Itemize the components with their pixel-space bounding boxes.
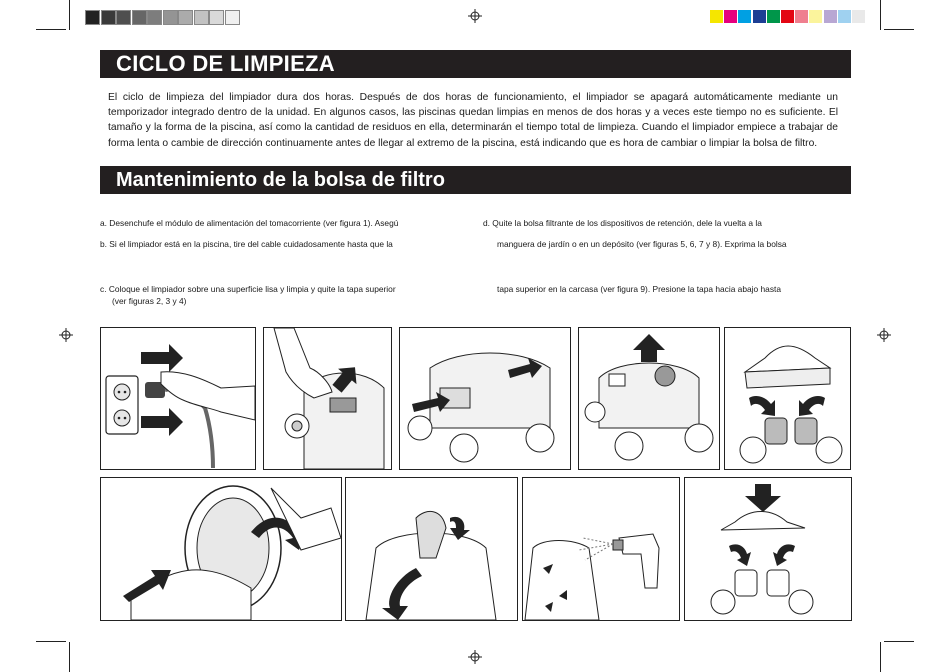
gray-swatch: [209, 10, 224, 25]
gray-swatch: [101, 10, 116, 25]
gray-swatch: [132, 10, 147, 25]
filter-bag-maintenance-header: [100, 166, 851, 194]
step-c: c. Coloque el limpiador sobre una superficie lisa y limpia y quite la tapa superior: [100, 284, 396, 294]
figure-8-hose-rinse: [522, 477, 680, 621]
color-swatch: [795, 10, 808, 23]
power-plug-icon: [101, 328, 255, 469]
crop-mark-bottom-left-h: [36, 641, 66, 642]
color-swatch: [781, 10, 794, 23]
spray-nozzle-icon: [523, 478, 679, 620]
hand-icon: [264, 328, 391, 469]
cleaning-cycle-paragraph: El ciclo de limpieza del limpiador dura dos horas. Después de dos horas de funcionamiento, el limpiador se apagará automáticamente mediante un temporizador integrado dentro de la unidad. En algunos casos, las piscinas quedan limpias en menos de dos horas y a veces este tiempo no es suficiente. El tamaño y la forma de la piscina, así como la cantidad de residuos en ella, determinarán el tiempo total de limpieza. Cuando el limpiador empiece a trabajar de forma lenta o cambie de dirección continuamente antes de llegar al extremo de la piscina, está indicando que es hora de cambiar o limpiar la bolsa de filtro.: [108, 92, 838, 149]
step-a: a. Desenchufe el módulo de alimentación del tomacorriente (ver figura 1). Asegú: [100, 218, 399, 228]
crop-mark-bottom-right-h: [884, 641, 914, 642]
color-swatch: [852, 10, 865, 23]
crop-mark-top-right-v: [880, 0, 881, 30]
color-swatch: [824, 10, 837, 23]
step-d: d. Quite la bolsa filtrante de los dispositivos de retención, dele la vuelta a la: [483, 218, 762, 228]
cleaning-cycle-header: [100, 50, 851, 78]
step-c-continued: (ver figuras 2, 3 y 4): [112, 296, 187, 306]
gray-swatch: [116, 10, 131, 25]
crop-mark-bottom-right-v: [880, 642, 881, 672]
figure-7-turn-inside-out: [345, 477, 518, 621]
gray-swatch: [85, 10, 100, 25]
color-swatch: [809, 10, 822, 23]
figure-5-remove-bag: [724, 327, 851, 470]
color-swatch: [767, 10, 780, 23]
color-swatch: [710, 10, 723, 23]
step-b: b. Si el limpiador está en la piscina, tire del cable cuidadosamente hasta que la: [100, 239, 393, 249]
crop-mark-top-left-v: [69, 0, 70, 30]
filter-bag-icon: [725, 328, 850, 469]
gray-swatch: [163, 10, 178, 25]
cleaner-icon: [400, 328, 570, 469]
figure-2-lift-cleaner: [263, 327, 392, 470]
color-swatch: [738, 10, 751, 23]
color-swatch: [724, 10, 737, 23]
figure-1-unplug: [100, 327, 256, 470]
figure-4-remove-lid: [578, 327, 720, 470]
step-d-continued-2: tapa superior en la carcasa (ver figura 9). Presione la tapa hacia abajo hasta: [497, 284, 781, 294]
gray-swatch: [178, 10, 193, 25]
gray-swatch: [194, 10, 209, 25]
crop-mark-top-right-h: [884, 29, 914, 30]
cleaner-icon: [685, 478, 851, 620]
cleaning-cycle-title: CICLO DE LIMPIEZA: [116, 51, 335, 76]
filter-bag-maintenance-title: Mantenimiento de la bolsa de filtro: [116, 169, 445, 191]
filter-bag-icon: [101, 478, 341, 620]
color-swatch: [838, 10, 851, 23]
filter-bag-icon: [346, 478, 517, 620]
gray-swatch: [147, 10, 162, 25]
figure-6-turn-bag: [100, 477, 342, 621]
registration-mark-top-icon: [468, 9, 482, 23]
crop-mark-bottom-left-v: [69, 642, 70, 672]
gray-swatch: [225, 10, 240, 25]
step-d-continued: manguera de jardín o en un depósito (ver figuras 5, 6, 7 y 8). Exprima la bolsa: [497, 239, 787, 249]
color-swatch: [753, 10, 766, 23]
crop-mark-top-left-h: [36, 29, 66, 30]
registration-mark-bottom-icon: [468, 650, 482, 664]
figure-9-replace-lid: [684, 477, 852, 621]
cleaner-icon: [579, 328, 719, 469]
registration-mark-left-icon: [59, 328, 73, 342]
figure-3-open-latches: [399, 327, 571, 470]
registration-mark-right-icon: [877, 328, 891, 342]
